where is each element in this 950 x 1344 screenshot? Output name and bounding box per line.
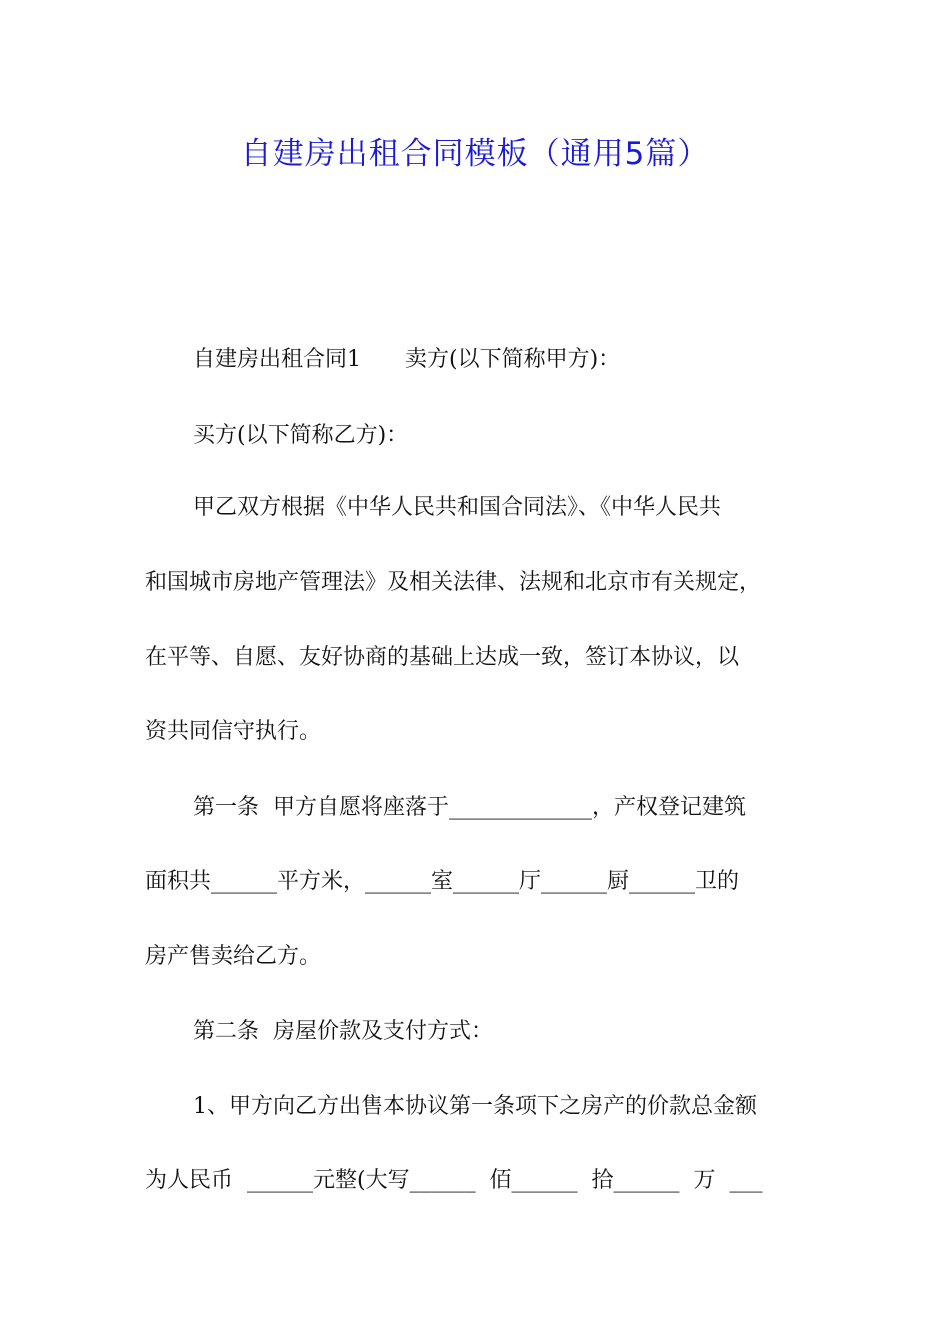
paragraph-line: 资共同信守执行。 <box>145 719 322 744</box>
paragraph-line: 房产售卖给乙方。 <box>145 944 322 969</box>
paragraph-line: 面积共______平方米，______室______厅______厨______卫的 <box>145 869 740 894</box>
paragraph-line: 1、甲方向乙方出售本协议第一条项下之房产的价款总金额 <box>193 1094 757 1119</box>
paragraph-line: 第二条 房屋价款及支付方式： <box>193 1019 493 1044</box>
paragraph-line: 在平等、自愿、友好协商的基础上达成一致，签订本协议，以 <box>145 645 740 670</box>
document-title: 自建房出租合同模板（通用5篇） <box>240 136 710 172</box>
paragraph-line: 买方(以下简称乙方)： <box>193 423 409 448</box>
paragraph-line: 和国城市房地产管理法》及相关法律、法规和北京市有关规定， <box>145 570 762 595</box>
paragraph-line: 第一条 甲方自愿将座落于_____________，产权登记建筑 <box>193 795 746 820</box>
paragraph-line: 为人民币 ______元整(大写______ 佰______ 拾______ 万 ___ <box>145 1168 763 1193</box>
paragraph-line: 自建房出租合同1 卖方(以下简称甲方)： <box>193 347 621 372</box>
paragraph-line: 甲乙双方根据《中华人民共和国合同法》、《中华人民共 <box>193 495 722 520</box>
